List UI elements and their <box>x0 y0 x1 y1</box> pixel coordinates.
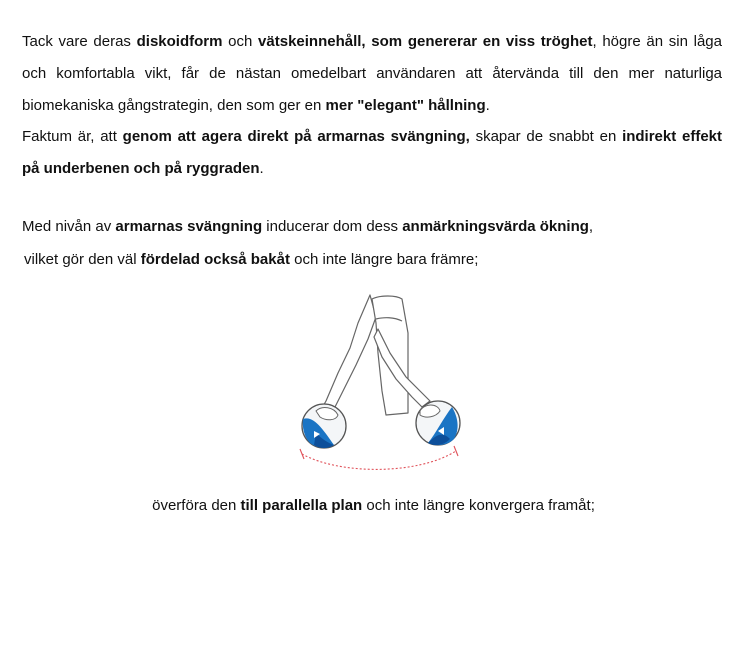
bold-text: på underbenen och på ryggraden <box>22 160 260 177</box>
bold-text: vätskeinnehåll, som genererar en viss tröghet <box>258 33 593 50</box>
text: skapar de snabbt en <box>469 128 623 145</box>
text: och inte längre konvergera framåt; <box>362 497 595 514</box>
paragraph-2-line-1 <box>22 121 722 153</box>
bold-text: anmärkningsvärda ökning <box>402 218 589 235</box>
text: . <box>485 97 490 114</box>
figure-caption <box>0 494 747 518</box>
text: överföra den <box>152 497 241 514</box>
bold-text: diskoidform <box>136 33 223 50</box>
text: biomekaniska gångstrategin, den som ger en <box>22 97 326 114</box>
text: Tack vare deras <box>22 33 137 50</box>
text: inducerar dom dess <box>262 218 403 235</box>
text: och komfortabla vikt, får de nästan omedelbart användaren att återvända till den mer naturliga <box>22 65 722 82</box>
bold-text: fördelad också bakåt <box>140 251 290 268</box>
text: Med nivån av <box>22 218 116 235</box>
paragraph-3-line-1 <box>22 211 722 243</box>
text: , <box>588 218 594 235</box>
paragraph-1-line-3 <box>22 90 722 122</box>
bold-text: genom att agera direkt på armarnas svängning, <box>122 128 470 145</box>
text: och <box>222 33 259 50</box>
left-disc-weight <box>302 404 346 448</box>
paragraph-2-line-2 <box>22 153 722 185</box>
text: Faktum är, att <box>22 128 123 145</box>
bold-text: mer "elegant" hållning <box>325 97 486 114</box>
right-disc-weight <box>416 401 460 445</box>
text: . <box>259 160 264 177</box>
walking-disc-weights-illustration <box>290 293 470 478</box>
text: , högre än sin låga <box>592 33 722 50</box>
paragraph-1-line-1 <box>22 26 722 58</box>
bold-text: till parallella plan <box>240 497 363 514</box>
illustration-svg <box>290 293 470 478</box>
paragraph-1-line-2 <box>22 58 722 90</box>
text: och inte längre bara främre; <box>289 251 479 268</box>
paragraph-3-line-2 <box>24 244 724 276</box>
bold-text: indirekt effekt <box>622 128 723 145</box>
bold-text: armarnas svängning <box>115 218 263 235</box>
text: vilket gör den väl <box>24 251 141 268</box>
swing-arc <box>302 451 456 469</box>
